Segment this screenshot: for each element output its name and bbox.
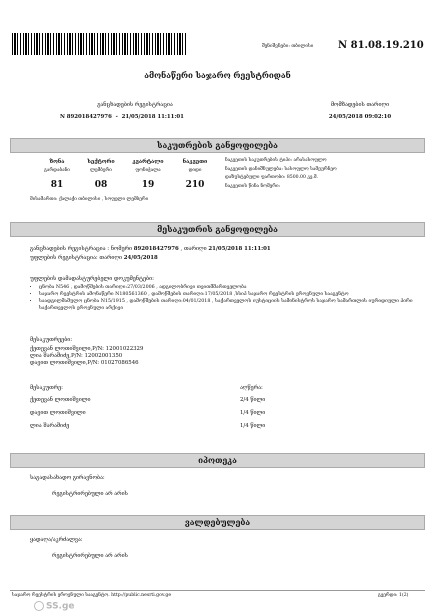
share-value: 1/4 წილი: [240, 423, 266, 429]
page-title: ამონაწერი საჯარო რეესტრიდან: [144, 70, 291, 80]
col-parcel-label: ნაკვეთი: [182, 159, 208, 165]
property-section-title: საკუთრების განყოფილება: [157, 140, 278, 150]
share-value: 2/4 წილი: [240, 397, 266, 403]
owner-registration-line: [30, 255, 158, 262]
footer-page-number: გვერდი: 1(2): [378, 593, 409, 598]
application-datetime: 21/05/2018 11:11:01: [121, 114, 184, 120]
owner-app-number: 892018427976: [133, 246, 179, 252]
barcode-caption: შენიშვნები: თბილისი: [262, 44, 314, 49]
mortgage-status: რეგისტრირებული არ არის: [52, 491, 128, 497]
property-address: მისამართი: ქალაქი თბილისი , სოფელი ლემბერი: [30, 197, 149, 202]
quarter-subtitle: ფონიჭალა: [135, 168, 161, 173]
property-ownership-type: ნაკვეთის საკუთრების ტიპი: არასასოფლო: [225, 158, 327, 163]
owners-list: [30, 346, 143, 367]
application-label: განცხადების რეგისტრაცია: [97, 102, 173, 108]
shares-value-column: [240, 397, 265, 436]
basis-item: • ცნობა N546 , დამოწმების თარიღი:27/03/2006 , ადგილობრივი თვითმმართველობა: [39, 285, 415, 292]
owner-app-label: განცხადების რეგისტრაცია : ნომერი: [30, 246, 133, 252]
obligations-subject: ყადაღა/აკრძალვა:: [30, 537, 83, 543]
document-number: [338, 40, 424, 51]
share-owner-name: ქეთევან ლოთიშვილი: [30, 397, 91, 403]
owner-application-line: [30, 246, 420, 253]
share-owner-name: დავით ლოთიშვილი: [30, 410, 86, 416]
share-owner-name: ლია შარაშიძე: [30, 423, 70, 429]
owner-registration-date: 24/05/2018: [123, 255, 158, 261]
shares-owner-heading: მესაკუთრე:: [30, 385, 63, 391]
basis-item: • საჯარო რეესტრის ამონაწერი N180561360 , დამოწმების თარიღი:17/05/2018 ,სსიპ საჯარო რეესტრის ეროვნული სააგენტო: [39, 292, 415, 299]
owner-entry: დავით ლოთიშვილი,P/N: 01027086546: [30, 360, 139, 367]
document-number-prefix: N: [338, 40, 348, 51]
col-sector-label: სექტორი: [87, 159, 115, 165]
col-zone-label: ზონა: [49, 159, 65, 165]
application-number: N 892018427976: [60, 114, 112, 120]
barcode: [12, 33, 187, 55]
footer-divider: [10, 590, 425, 591]
quarter-value: 19: [141, 180, 155, 190]
mortgage-section-header: [10, 453, 425, 468]
mortgage-section-title: იპოთეკა: [198, 455, 237, 465]
basis-list: [30, 285, 415, 313]
property-previous-number: ნაკვეთის წინა ნომერი:: [225, 184, 281, 190]
obligations-section-title: ვალდებულება: [184, 517, 251, 527]
owner-entry: ლია შარაშიძე,P/N: 12002001350: [30, 353, 123, 360]
application-line: N 892018427976 - 21/05/2018 11:11:01: [60, 114, 184, 120]
obligations-status: რეგისტრირებული არ არის: [52, 553, 128, 559]
property-section-header: [10, 138, 425, 153]
zone-subtitle: გარდაბანი: [44, 168, 70, 173]
share-value: 1/4 წილი: [240, 410, 266, 416]
sector-subtitle: ლემბერი: [90, 168, 112, 173]
shares-description-heading: აღწერა:: [240, 385, 263, 391]
shares-owner-column: [30, 397, 90, 436]
obligations-section-header: [10, 515, 425, 530]
owner-section-title: მესაკუთრის განყოფილება: [157, 224, 278, 234]
parcel-subtitle: დიდი: [188, 168, 202, 173]
col-quarter-label: კვარტალი: [132, 159, 164, 165]
watermark-text: SS.ge: [46, 601, 75, 612]
parcel-value: 210: [185, 180, 205, 190]
basis-heading: უფლების დამადასტურებელი დოკუმენტები:: [30, 276, 154, 282]
prepared-label: მომზადების თარიღი: [330, 102, 390, 108]
watermark-circle-icon: [34, 601, 44, 611]
footer-agency: საჯარო რეესტრის ეროვნული სააგენტო. http://public.nesrti.gov.ge: [12, 593, 172, 598]
property-purpose: ნაკვეთის დანიშნულება: სასოფლო სამეურნეო: [225, 166, 337, 172]
owner-section-header: [10, 222, 425, 237]
owners-heading: მესაკუთრეები:: [30, 337, 73, 343]
property-details: [225, 158, 420, 190]
basis-item: • საადგილმამულო ცნობა N15/1915 , დამოწმების თარიღი:04/01/2018 , საქართველოს იუსტიციის სამინისტროს საჯარო სამართლის იურიდიული პირი საქართველოს ეროვნული არქივი: [39, 299, 415, 313]
document-number-value: 81.08.19.210: [350, 40, 424, 51]
owner-app-datetime: 21/05/2018 11:11:01: [208, 246, 271, 252]
zone-value: 81: [50, 180, 64, 190]
owner-registration-label: უფლების რეგისტრაცია: თარიღი: [30, 255, 123, 261]
mortgage-subject: საგადასახადო გირავნობა:: [30, 475, 105, 481]
owner-app-date-label: , თარიღი: [180, 246, 207, 252]
property-area: დაზუსტებული ფართობი: 8500.00 კვ.მ.: [225, 175, 319, 181]
prepared-datetime: 24/05/2018 09:02:10: [328, 114, 392, 120]
owner-entry: ქეთევან ლოთიშვილი,P/N: 12001022329: [30, 346, 144, 352]
watermark-logo: [34, 601, 75, 612]
sector-value: 08: [94, 180, 108, 190]
